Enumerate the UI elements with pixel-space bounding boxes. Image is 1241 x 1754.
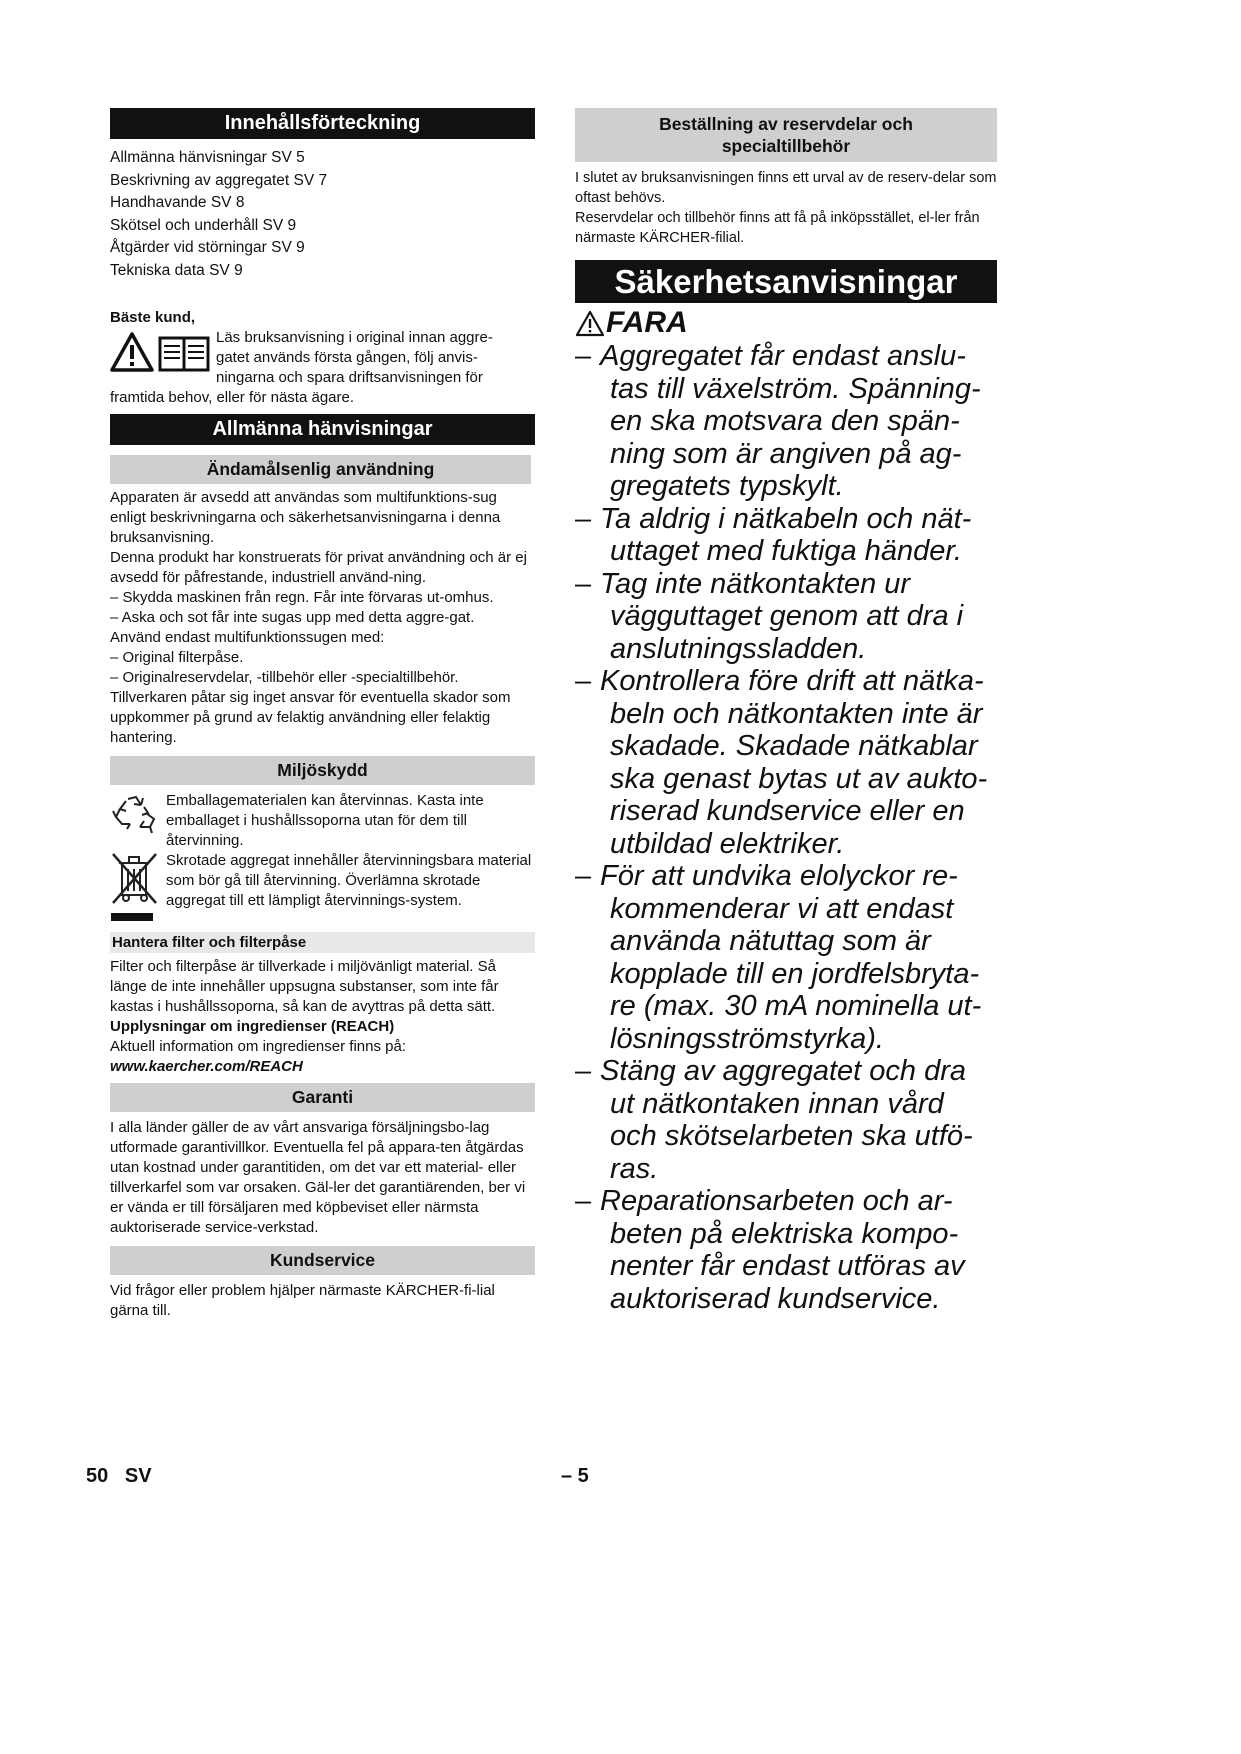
safety-line: ning som är angiven på ag- (610, 437, 962, 470)
service-heading: Kundservice (110, 1246, 535, 1275)
greeting: Bäste kund, (110, 309, 196, 326)
toc-item: Handhavande SV 8 (110, 194, 245, 211)
safety-line: utbildad elektriker. (610, 827, 845, 860)
list-dash: – (575, 567, 592, 600)
warning-triangle-icon (575, 309, 605, 337)
safety-line: skadade. Skadade nätkablar (610, 730, 978, 762)
right-column (575, 108, 997, 1315)
reach-heading: Upplysningar om ingredienser (REACH) (110, 1018, 395, 1035)
page-number: 50 (86, 1465, 109, 1487)
intro-line-last: framtida behov, eller för nästa ägare. (110, 389, 355, 406)
safety-item (575, 665, 997, 860)
safety-line: ras. (610, 1152, 659, 1185)
list-dash: – (575, 502, 592, 535)
safety-line: anslutningssladden. (610, 632, 867, 665)
safety-heading: Säkerhetsanvisningar (575, 260, 997, 303)
intro-line: gatet används första gången, följ anvis- (216, 349, 478, 366)
safety-item (575, 1185, 997, 1315)
toc-item: Beskrivning av aggregatet SV 7 (110, 171, 328, 189)
toc-heading: Innehållsförteckning (110, 108, 535, 139)
intro-line: Läs bruksanvisning i original innan aggre- (216, 329, 493, 346)
filter-text: Filter och filterpåse är tillverkade i miljövänligt material. Så länge de inte innehåller uppsugna substanser, som inte får kastas i hushållssoporna, så kan de avyttras på detta sätt. (110, 958, 499, 1015)
safety-line: lösningsströmstyrka). (610, 1022, 884, 1055)
safety-line: För att undvika elolyckor re- (600, 860, 958, 892)
warranty-text: I alla länder gäller de av vårt ansvariga försäljningsbo-lag utformade garantivillkor. Eventuella fel på appara-ten åtgärdas utan kostnad under garantitiden, om det var ett material- eller tillverkarfel som var orsaken. Gäl-ler det garantiärenden, ber vi er vända er till försäljaren med köpbeviset eller närmsta auktoriserade service-verkstad. (110, 1119, 526, 1236)
reach-link[interactable]: www.kaercher.com/REACH (110, 1058, 303, 1075)
safety-line: auktoriserad kundservice. (610, 1282, 941, 1315)
toc-item: Åtgärder vid störningar SV 9 (110, 239, 305, 256)
intended-use-bullet: – Skydda maskinen från regn. Får inte förvaras ut-omhus. (110, 589, 494, 606)
safety-line: tas till växelström. Spänning- (610, 372, 981, 405)
safety-line: re (max. 30 mA nominella ut- (610, 990, 982, 1022)
danger-heading (575, 306, 997, 340)
list-dash: – (575, 860, 592, 892)
language-code: SV (124, 1465, 152, 1487)
liability-text: Tillverkaren påtar sig inget ansvar för eventuella skador som uppkommer på grund av felaktig användning eller felaktig hantering. (110, 689, 511, 746)
filter-heading: Hantera filter och filterpåse (110, 932, 535, 953)
recycle-text: Emballagematerialen kan återvinnas. Kasta inte emballaget i hushållssoporna utan för dem till återvinning. (166, 792, 484, 849)
list-dash: – (575, 340, 592, 372)
spare-parts-heading (575, 108, 997, 162)
safety-line: uttaget med fuktiga händer. (610, 535, 962, 567)
safety-line: kopplade till en jordfelsbryta- (610, 957, 980, 990)
safety-item (575, 568, 997, 666)
list-dash: – (575, 665, 592, 697)
safety-item (575, 503, 997, 568)
toc-item: Skötsel och underhåll SV 9 (110, 216, 297, 234)
footer-section-page: – 5 (561, 1465, 589, 1487)
list-dash: – (575, 1185, 592, 1217)
safety-line: beten på elektriska kompo- (610, 1217, 959, 1250)
safety-line: vägguttaget genom att dra i (610, 600, 964, 632)
safety-line: gregatets typskylt. (610, 470, 844, 502)
service-text: Vid frågor eller problem hjälper närmaste KÄRCHER-fi-lial gärna till. (110, 1282, 495, 1319)
general-heading: Allmänna hänvisningar (110, 414, 535, 445)
safety-line: använda nätuttag som är (610, 925, 931, 957)
reach-text: Aktuell information om ingredienser finns på: (110, 1038, 406, 1055)
intended-use-para2: Denna produkt har konstruerats för privat användning och är ej avsedd för påfrestande, industriell använd-ning. (110, 549, 527, 586)
toc-item: Tekniska data SV 9 (110, 261, 243, 279)
intended-use-heading: Ändamålsenlig användning (110, 455, 531, 484)
footer-page-lang (86, 1465, 152, 1488)
safety-line: riserad kundservice eller en (610, 795, 965, 827)
use-only-text: Använd endast multifunktionssugen med: (110, 629, 385, 646)
intended-use-bullet: – Original filterpåse. (110, 649, 244, 666)
intro-section (110, 308, 535, 408)
safety-line: Reparationsarbeten och ar- (600, 1185, 953, 1217)
warning-book-icon (110, 328, 216, 381)
safety-item (575, 860, 997, 1055)
safety-line: Stäng av aggregatet och dra (600, 1055, 966, 1087)
danger-label: FARA (606, 306, 688, 339)
spare-parts-title-1: Beställning av reservdelar och (659, 114, 913, 134)
recycle-icon (110, 791, 166, 846)
intended-use-body (110, 488, 535, 748)
weee-bin-icon (110, 851, 166, 930)
safety-line: Tag inte nätkontakten ur (600, 567, 911, 600)
safety-item (575, 340, 997, 503)
safety-line: och skötselarbeten ska utfö- (610, 1120, 973, 1152)
safety-line: ut nätkontaken innan vård (610, 1087, 944, 1120)
safety-line: ska genast bytas ut av aukto- (610, 762, 988, 795)
warranty-heading: Garanti (110, 1083, 535, 1112)
safety-line: Ta aldrig i nätkabeln och nät- (600, 502, 972, 535)
toc-item: Allmänna hänvisningar SV 5 (110, 149, 305, 166)
spare-parts-text2: Reservdelar och tillbehör finns att få på inköpsstället, el-ler från närmaste KÄRCHER-filial. (575, 210, 980, 246)
environment-heading: Miljöskydd (110, 756, 535, 785)
safety-line: en ska motsvara den spän- (610, 405, 960, 437)
safety-item (575, 1055, 997, 1185)
list-dash: – (575, 1055, 592, 1087)
safety-line: nenter får endast utföras av (610, 1250, 965, 1282)
intended-use-bullet: – Originalreservdelar, -tillbehör eller -specialtillbehör. (110, 669, 459, 686)
left-column (110, 108, 535, 1321)
toc-list (110, 147, 535, 282)
safety-line: beln och nätkontakten inte är (610, 697, 983, 730)
safety-line: kommenderar vi att endast (610, 892, 954, 925)
safety-line: Kontrollera före drift att nätka- (600, 665, 984, 697)
intended-use-para1: Apparaten är avsedd att användas som multifunktions-sug enligt beskrivningarna och säkerhetsanvisningarna i denna bruksanvisning. (110, 489, 501, 546)
intended-use-bullet: – Aska och sot får inte sugas upp med detta aggre-gat. (110, 609, 475, 626)
intro-line: ningarna och spara driftsanvisningen för (216, 369, 483, 386)
weee-text: Skrotade aggregat innehåller återvinningsbara material som bör gå till återvinning. Överlämna skrotade aggregat till ett lämpligt återvinnings-system. (166, 852, 532, 909)
spare-parts-text1: I slutet av bruksanvisningen finns ett urval av de reserv-delar som oftast behövs. (575, 170, 997, 206)
spare-parts-title-2: specialtillbehör (721, 136, 851, 156)
safety-list (575, 340, 997, 1315)
safety-line: Aggregatet får endast anslu- (600, 340, 966, 372)
